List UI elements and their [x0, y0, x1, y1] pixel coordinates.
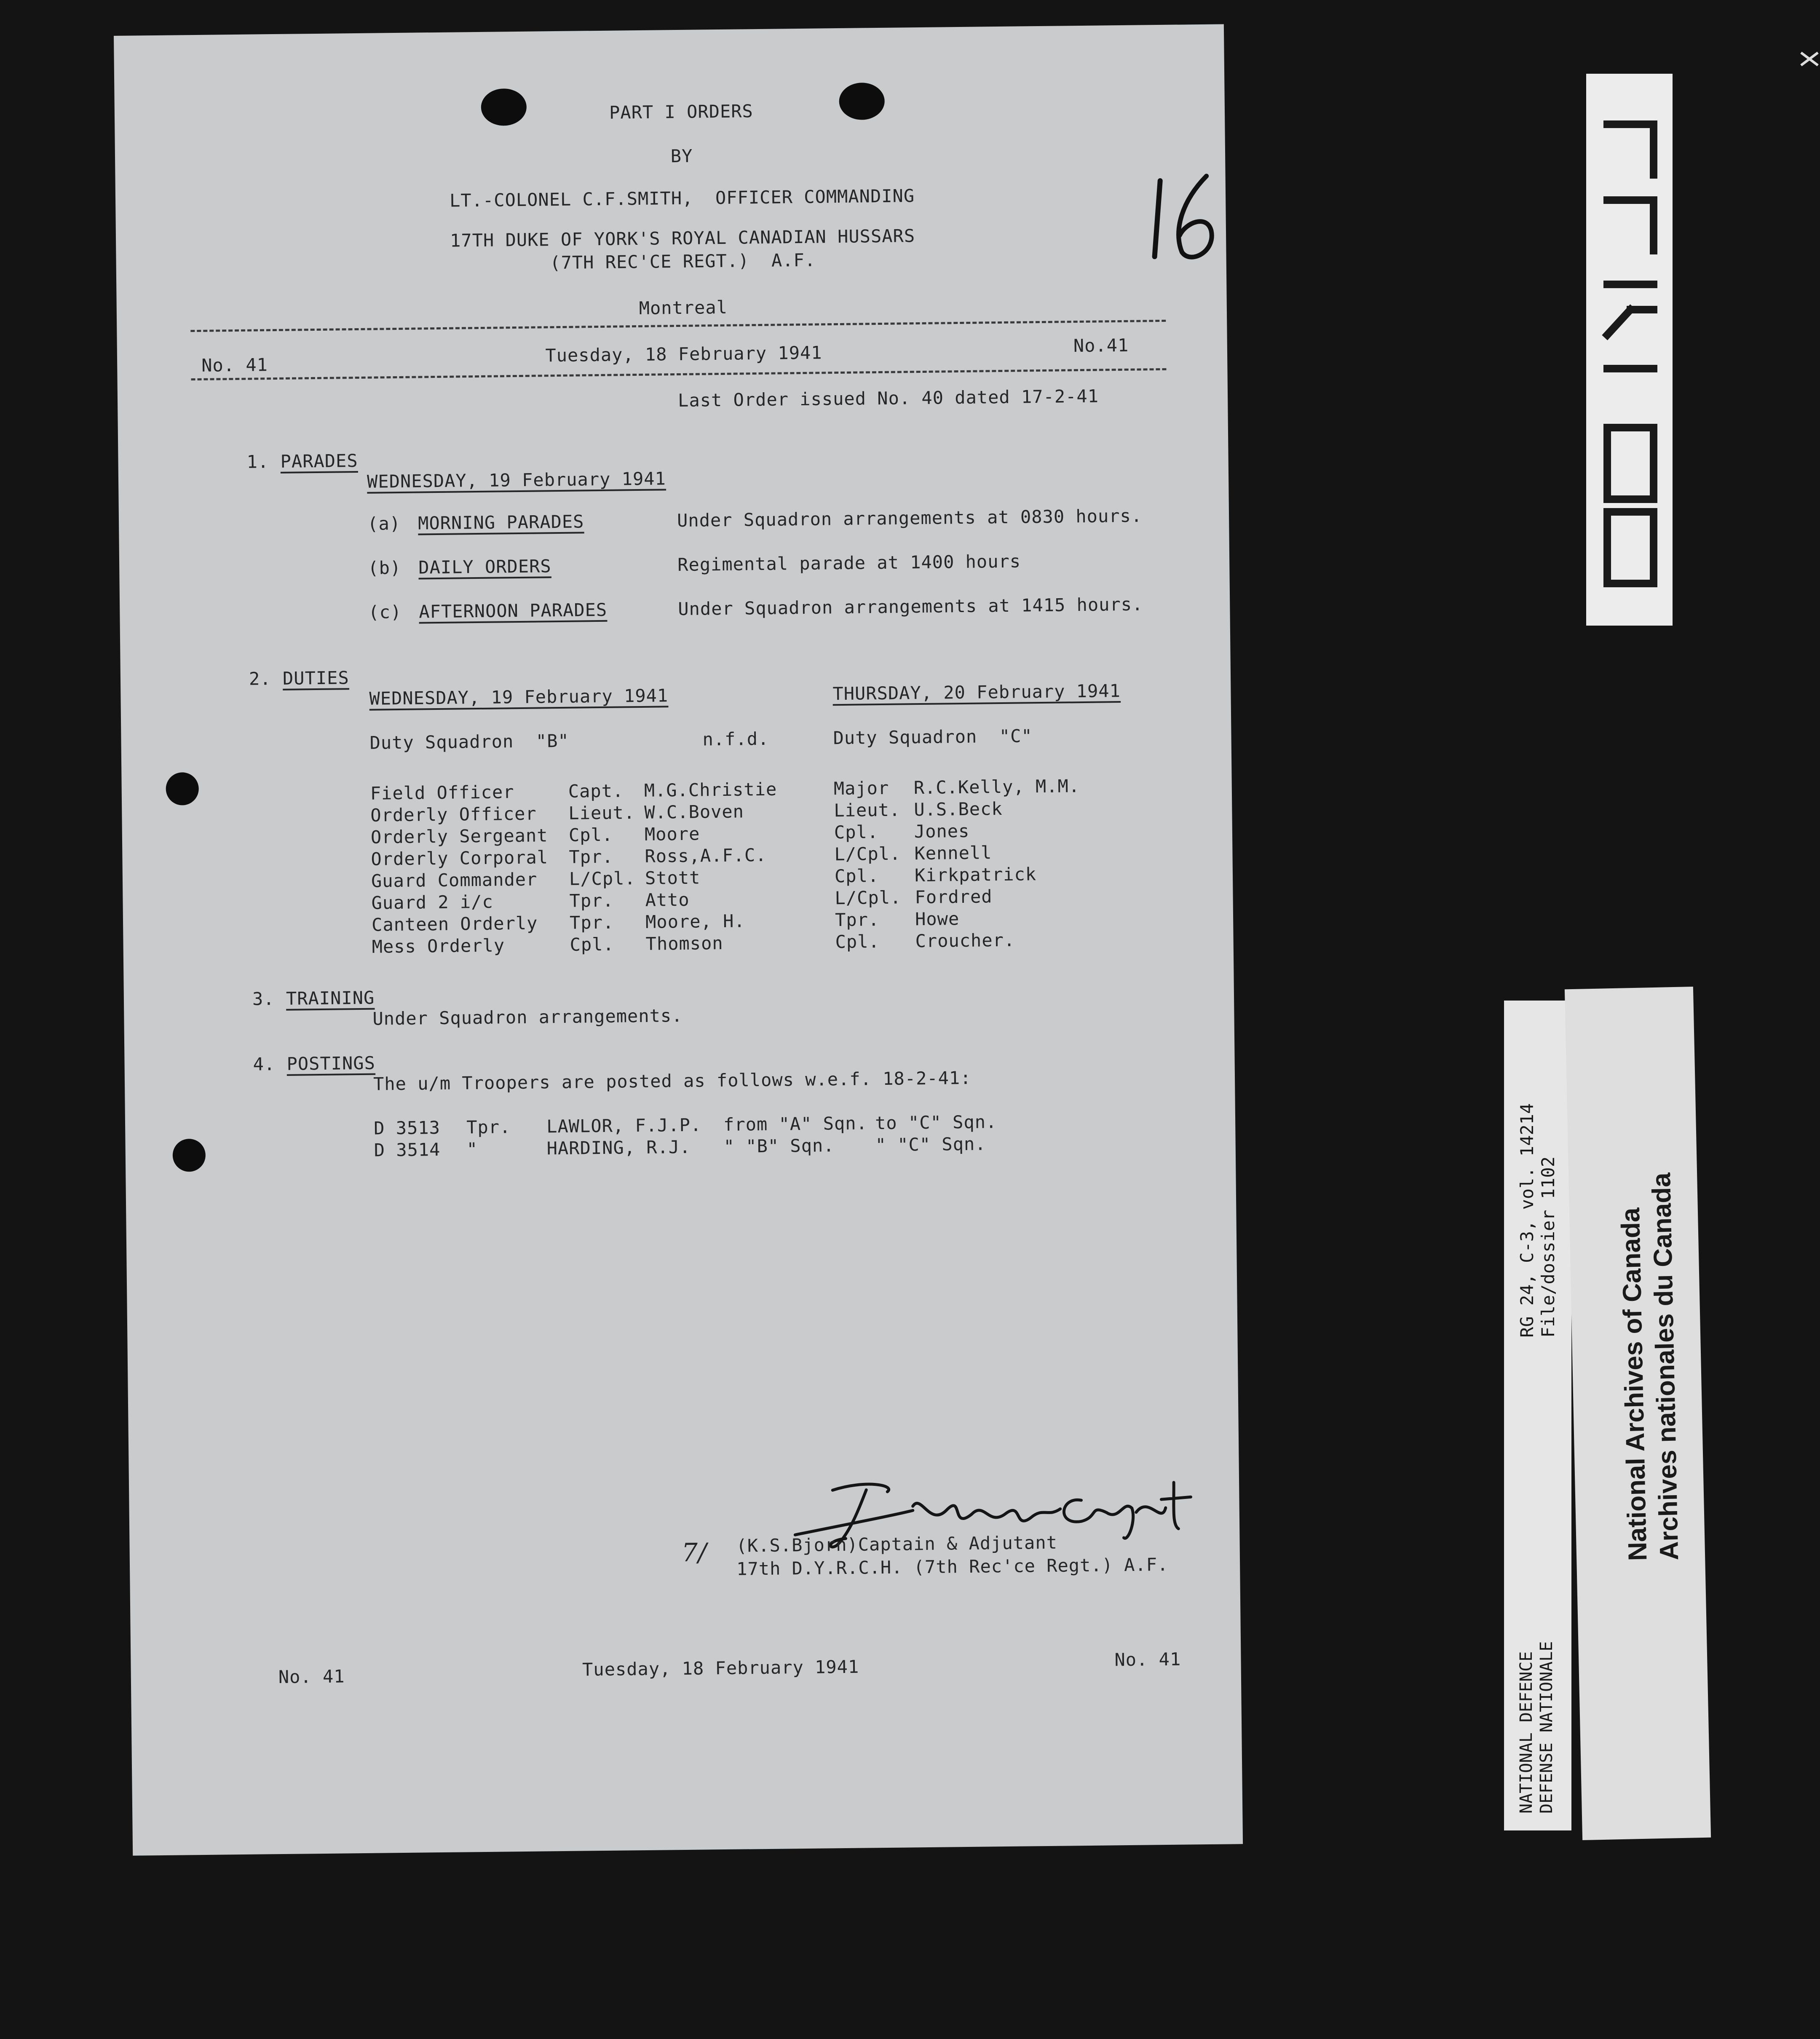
duty-name-thu: Kennell: [914, 842, 992, 864]
duty-squadron-c: Duty Squadron "C": [833, 725, 1033, 749]
parades-heading: PARADES: [280, 450, 358, 472]
parade-a-text: Under Squadron arrangements at 0830 hours.: [677, 505, 1143, 531]
document-page: [114, 24, 1243, 1855]
frame-number-digits: [1586, 74, 1673, 626]
parade-b-letter: (b): [368, 557, 401, 578]
parades-number: 1.: [246, 451, 269, 472]
punch-hole-side-upper: [166, 772, 199, 805]
duty-name-wed: Atto: [645, 889, 690, 910]
header-rule-bottom: [191, 368, 1167, 380]
archives-name-fr: Archives nationales du Canada: [1647, 1172, 1684, 1561]
archives-name-en: National Archives of Canada: [1616, 1207, 1653, 1561]
posting-number: D 3514: [374, 1139, 441, 1161]
by-line: BY: [670, 145, 693, 167]
punch-hole-top-right: [839, 83, 885, 120]
duties-number: 2.: [249, 668, 271, 689]
duty-rank-thu: Cpl.: [835, 931, 880, 953]
duty-rank-wed: Tpr.: [569, 846, 613, 867]
duty-rank-thu: Major: [833, 777, 889, 799]
footer-date: Tuesday, 18 February 1941: [582, 1656, 859, 1680]
archive-reference-label: [1504, 1001, 1571, 1830]
duty-name-thu: R.C.Kelly, M.M.: [913, 776, 1080, 798]
postings-heading: POSTINGS: [286, 1052, 376, 1074]
posting-to: to "C" Sqn.: [875, 1111, 997, 1134]
signature-unit-line: 17th D.Y.R.C.H. (7th Rec'ce Regt.) A.F.: [736, 1554, 1169, 1579]
duty-role: Guard 2 i/c: [371, 891, 493, 913]
frame-number-strip: [1586, 74, 1673, 626]
unit-line-2: (7TH REC'CE REGT.) A.F.: [550, 249, 816, 273]
parade-c-letter: (c): [368, 601, 402, 623]
postings-text: The u/m Troopers are posted as follows w.e.f. 18-2-41:: [373, 1067, 972, 1094]
punch-hole-top-left: [481, 88, 527, 126]
duty-rank-wed: L/Cpl.: [569, 868, 636, 889]
posting-rank: ": [466, 1139, 478, 1160]
handwritten-page-number: [1143, 167, 1237, 265]
order-date: Tuesday, 18 February 1941: [545, 342, 822, 366]
duty-role: Orderly Sergeant: [370, 825, 548, 848]
duty-rank-thu: Tpr.: [835, 909, 880, 931]
orders-title: PART I ORDERS: [609, 101, 754, 123]
archive-dept-line-2: DEFENSE NATIONALE: [1537, 1641, 1556, 1814]
last-order-line: Last Order issued No. 40 dated 17-2-41: [677, 385, 1099, 411]
duty-squadron-b: Duty Squadron "B": [369, 730, 569, 753]
nfd-note: n.f.d.: [702, 728, 769, 750]
header-rule-top: [190, 320, 1166, 332]
duty-name-wed: W.C.Boven: [644, 801, 744, 823]
duty-name-thu: Howe: [915, 908, 960, 930]
parade-c-text: Under Squadron arrangements at 1415 hours.: [678, 594, 1143, 620]
posting-rank: Tpr.: [466, 1116, 511, 1138]
duty-name-wed: Moore: [644, 823, 700, 845]
archive-ref-line-2: File/dossier 1102: [1538, 1156, 1558, 1338]
duty-name-thu: Fordred: [915, 886, 993, 908]
signature-name-line: (K.S.Bjorn)Captain & Adjutant: [736, 1532, 1058, 1556]
duty-name-wed: Stott: [645, 867, 701, 888]
unit-line-1: 17TH DUKE OF YORK'S ROYAL CANADIAN HUSSARS: [450, 225, 915, 251]
archive-ref-line-1: RG 24, C-3, vol. 14214: [1517, 1103, 1537, 1338]
posting-number: D 3513: [373, 1117, 441, 1139]
duty-rank-thu: Cpl.: [834, 821, 879, 843]
parade-a-letter: (a): [367, 513, 401, 534]
duty-name-thu: Jones: [914, 820, 970, 842]
duty-role: Orderly Corporal: [371, 847, 549, 870]
duty-name-wed: Thomson: [645, 932, 723, 954]
parade-c-label: AFTERNOON PARADES: [419, 599, 608, 622]
duty-rank-wed: Tpr.: [569, 912, 614, 933]
duty-rank-wed: Tpr.: [569, 890, 614, 911]
duty-role: Canteen Orderly: [371, 912, 538, 935]
commander-line: LT.-COLONEL C.F.SMITH, OFFICER COMMANDING: [449, 185, 915, 211]
order-number-right: No.41: [1073, 334, 1129, 356]
duty-name-thu: Kirkpatrick: [914, 864, 1037, 886]
duty-rank-thu: L/Cpl.: [835, 887, 902, 909]
duty-rank-thu: Cpl.: [834, 865, 879, 887]
footer-number-left: No. 41: [278, 1666, 345, 1688]
duty-rank-wed: Cpl.: [570, 934, 615, 955]
training-number: 3.: [252, 988, 275, 1009]
duty-name-wed: M.G.Christie: [644, 779, 777, 801]
duty-name-wed: Moore, H.: [645, 910, 745, 932]
posting-name: HARDING, R.J.: [546, 1136, 691, 1159]
duty-role: Field Officer: [370, 781, 514, 804]
duty-rank-wed: Lieut.: [568, 802, 635, 824]
duties-day-1: WEDNESDAY, 19 February 1941: [369, 685, 669, 709]
duty-rank-wed: Capt.: [568, 780, 624, 802]
posting-to: " "C" Sqn.: [875, 1133, 986, 1156]
signature-initial-mark: 7/: [681, 1538, 707, 1568]
posting-name: LAWLOR, F.J.P.: [546, 1114, 702, 1137]
parade-a-label: MORNING PARADES: [418, 511, 584, 534]
posting-from: " "B" Sqn.: [723, 1135, 835, 1157]
duty-role: Guard Commander: [371, 869, 538, 891]
parade-b-text: Regimental parade at 1400 hours: [677, 551, 1021, 575]
national-archives-label: [1565, 987, 1711, 1840]
duties-day-2: THURSDAY, 20 February 1941: [832, 680, 1121, 704]
posting-from: from "A" Sqn.: [723, 1113, 868, 1135]
training-heading: TRAINING: [286, 987, 375, 1009]
training-text: Under Squadron arrangements.: [372, 1005, 683, 1029]
duty-rank-thu: Lieut.: [834, 799, 901, 821]
duty-name-thu: Croucher.: [915, 929, 1015, 952]
duties-heading: DUTIES: [282, 667, 349, 689]
duty-name-wed: Ross,A.F.C.: [645, 844, 767, 867]
footer-number-right: No. 41: [1114, 1648, 1181, 1670]
punch-hole-side-lower: [172, 1139, 206, 1172]
parades-day: WEDNESDAY, 19 February 1941: [367, 468, 666, 492]
archive-dept-line-1: NATIONAL DEFENCE: [1517, 1651, 1536, 1814]
duty-name-thu: U.S.Beck: [914, 798, 1003, 820]
postings-number: 4.: [253, 1054, 276, 1075]
parade-b-label: DAILY ORDERS: [418, 556, 551, 578]
registration-mark-icon: [1799, 51, 1820, 67]
location: Montreal: [639, 297, 728, 318]
duty-role: Orderly Officer: [370, 803, 537, 826]
duty-rank-thu: L/Cpl.: [834, 843, 901, 865]
order-number-left: No. 41: [201, 354, 268, 376]
duty-role: Mess Orderly: [372, 935, 505, 957]
duty-rank-wed: Cpl.: [568, 824, 613, 846]
